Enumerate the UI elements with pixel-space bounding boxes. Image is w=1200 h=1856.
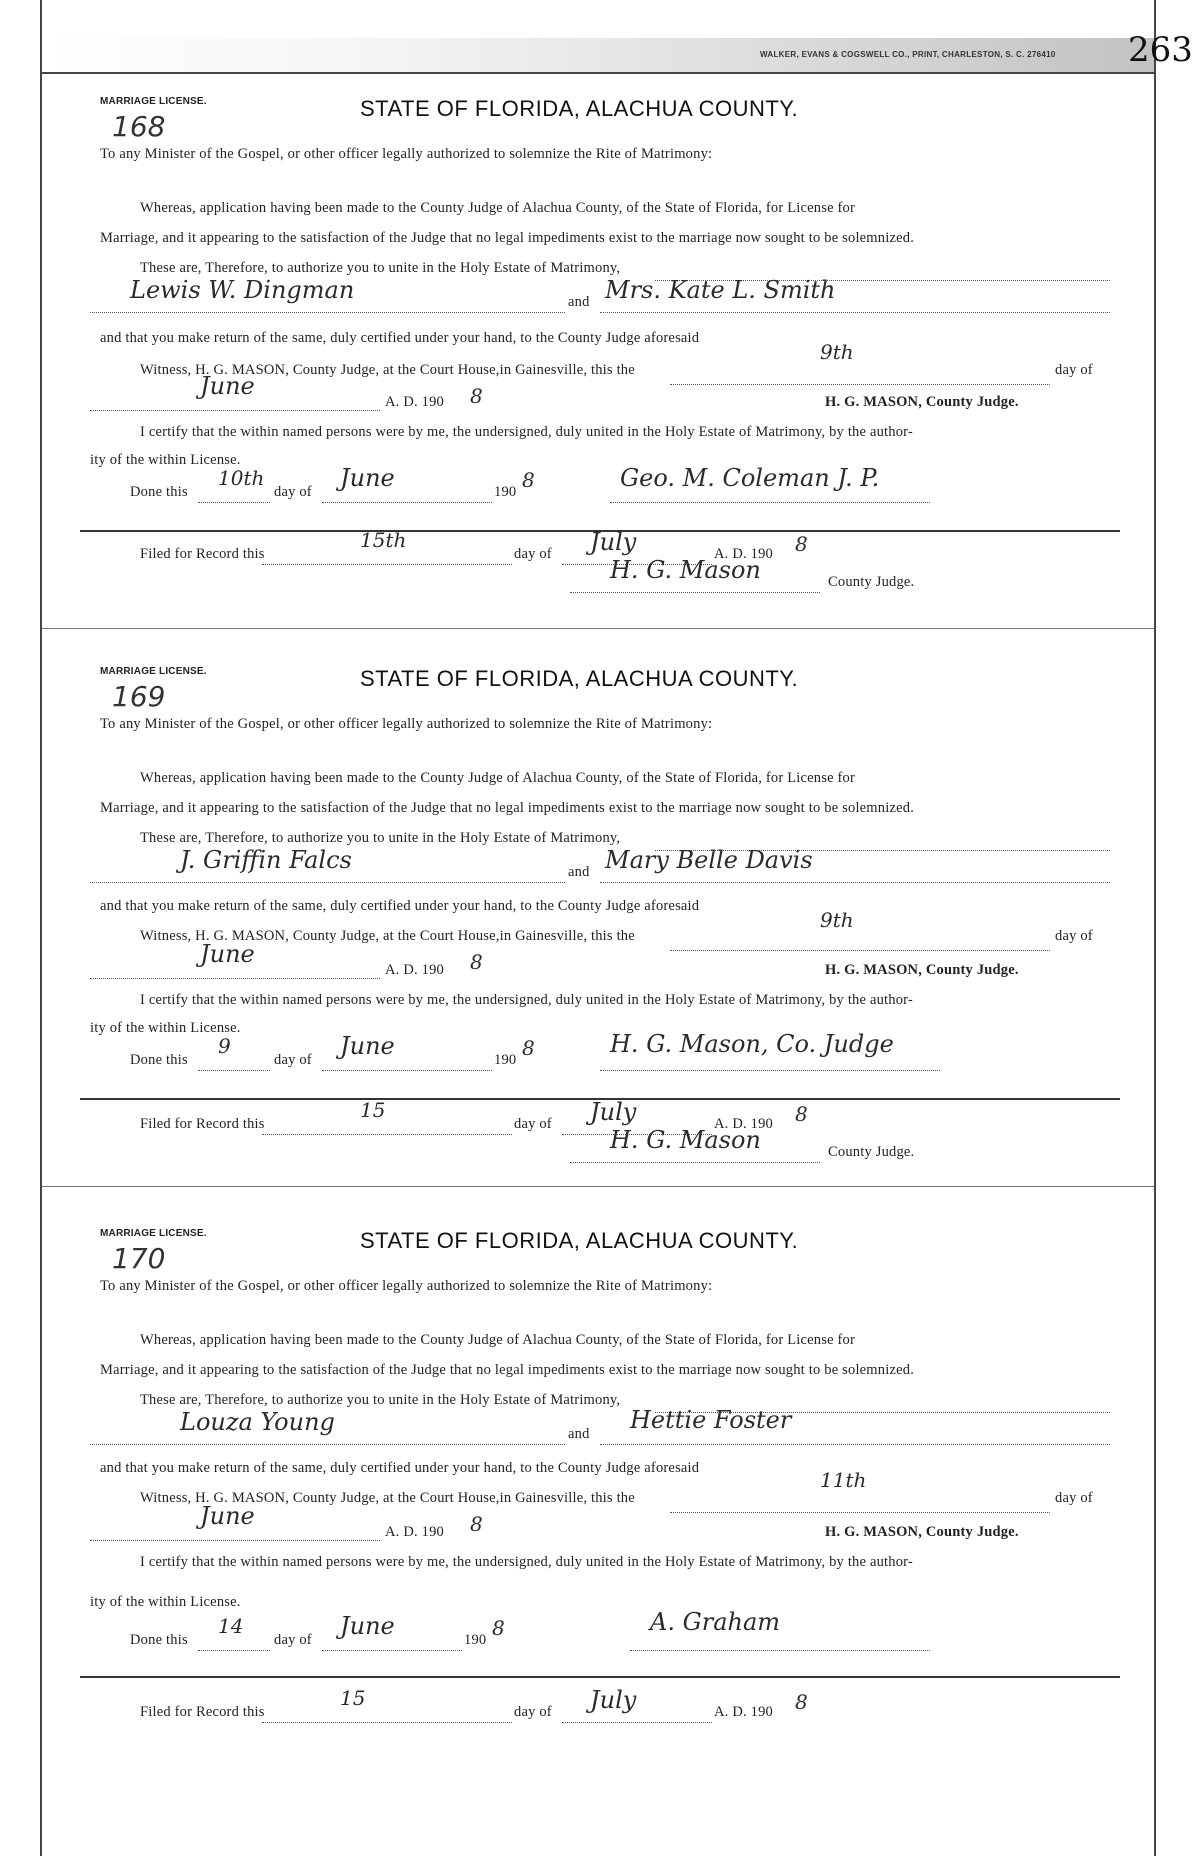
certify-line-2: ity of the within License.	[90, 452, 241, 468]
day-of-label: day of	[1055, 1490, 1093, 1506]
filed-year: 8	[795, 1102, 808, 1126]
whereas-line-2: Marriage, and it appearing to the satisfaction of the Judge that no legal impediments exist to the marriage now sought to be solemnized.	[100, 1362, 915, 1378]
groom-name: Lewis W. Dingman	[130, 276, 355, 304]
return-line: and that you make return of the same, duly certified under your hand, to the County Judge aforesaid	[100, 898, 700, 914]
filed-day: 15	[360, 1098, 386, 1122]
done-day: 10th	[218, 466, 265, 490]
filed-label: Filed for Record this	[140, 1116, 265, 1132]
ad-label: A. D. 190	[714, 1116, 773, 1132]
license-label: MARRIAGE LICENSE.	[100, 96, 207, 107]
done-day-fill	[198, 1048, 270, 1071]
done-month: June	[340, 464, 395, 492]
license-separator	[42, 628, 1154, 629]
county-judge-label: County Judge.	[828, 1144, 915, 1160]
address-line: To any Minister of the Gospel, or other officer legally authorized to solemnize the Rite of Matrimony:	[100, 146, 713, 162]
officiant-signature: A. Graham	[650, 1608, 781, 1636]
certify-line-2: ity of the within License.	[90, 1594, 241, 1610]
ad-label: A. D. 190	[385, 394, 444, 410]
license-label: MARRIAGE LICENSE.	[100, 666, 207, 677]
day-of-label: day of	[514, 1704, 552, 1720]
license-label: MARRIAGE LICENSE.	[100, 1228, 207, 1239]
witness-month: June	[200, 940, 255, 968]
day-of-label: day of	[514, 546, 552, 562]
done-this-label: Done this	[130, 1632, 188, 1648]
page-edge-left	[40, 0, 42, 1856]
filed-day-fill	[262, 1112, 512, 1135]
filed-day: 15	[340, 1686, 366, 1710]
filed-by-signature: H. G. Mason	[610, 556, 761, 584]
judge-signature: H. G. MASON, County Judge.	[825, 1524, 1019, 1540]
filed-year: 8	[795, 1690, 808, 1714]
certify-line-1: I certify that the within named persons were by me, the undersigned, duly united in the Holy Estate of Matrimony, by the author-	[140, 992, 913, 1008]
whereas-line-1: Whereas, application having been made to the County Judge of Alachua County, of the State of Florida, for License for	[140, 1332, 856, 1348]
certify-line-1: I certify that the within named persons were by me, the undersigned, duly united in the Holy Estate of Matrimony, by the author-	[140, 1554, 913, 1570]
officiant-fill	[610, 480, 930, 503]
witness-day: 11th	[820, 1468, 867, 1492]
witness-year: 8	[470, 1512, 483, 1536]
bride-name: Hettie Foster	[630, 1406, 792, 1434]
printer-imprint: WALKER, EVANS & COGSWELL CO., PRINT, CHARLESTON, S. C. 276410	[760, 50, 1056, 59]
groom-name: J. Griffin Falcs	[180, 846, 352, 874]
witness-day-fill	[670, 362, 1050, 385]
filed-month: July	[590, 1098, 637, 1126]
day-of-label: day of	[514, 1116, 552, 1132]
witness-day-fill	[670, 928, 1050, 951]
filed-month-fill	[562, 1700, 712, 1723]
ad-label: A. D. 190	[385, 962, 444, 978]
day-of-label: day of	[274, 484, 312, 500]
year-prefix: 190	[464, 1632, 487, 1648]
done-day: 9	[218, 1034, 231, 1058]
filed-month: July	[590, 528, 637, 556]
header-rule	[42, 72, 1154, 74]
officiant-fill	[630, 1628, 930, 1651]
and-label: and	[568, 864, 590, 880]
witness-year: 8	[470, 384, 483, 408]
whereas-line-1: Whereas, application having been made to the County Judge of Alachua County, of the State of Florida, for License for	[140, 200, 856, 216]
state-title: STATE OF FLORIDA, ALACHUA COUNTY.	[360, 96, 799, 121]
therefore-line: These are, Therefore, to authorize you to unite in the Holy Estate of Matrimony,	[140, 1392, 621, 1408]
ad-label: A. D. 190	[714, 1704, 773, 1720]
day-of-label: day of	[274, 1052, 312, 1068]
filed-month: July	[590, 1686, 637, 1714]
day-of-label: day of	[1055, 928, 1093, 944]
license-number: 169	[112, 680, 166, 713]
witness-line: Witness, H. G. MASON, County Judge, at the Court House,in Gainesville, this the	[140, 928, 635, 944]
filed-day-fill	[262, 1700, 512, 1723]
year-prefix: 190	[494, 484, 517, 500]
judge-signature: H. G. MASON, County Judge.	[825, 394, 1019, 410]
officiant-fill	[600, 1048, 940, 1071]
return-line: and that you make return of the same, duly certified under your hand, to the County Judge aforesaid	[100, 1460, 700, 1476]
day-of-label: day of	[1055, 362, 1093, 378]
license-number: 170	[112, 1242, 166, 1275]
witness-month: June	[200, 1502, 255, 1530]
section-rule	[80, 1676, 1120, 1678]
done-year: 8	[522, 1036, 535, 1060]
and-label: and	[568, 1426, 590, 1442]
license-separator	[42, 1186, 1154, 1187]
address-line: To any Minister of the Gospel, or other officer legally authorized to solemnize the Rite of Matrimony:	[100, 1278, 713, 1294]
done-this-label: Done this	[130, 484, 188, 500]
certify-line-1: I certify that the within named persons were by me, the undersigned, duly united in the Holy Estate of Matrimony, by the author-	[140, 424, 913, 440]
page-number: 263	[1128, 30, 1193, 70]
therefore-line: These are, Therefore, to authorize you to unite in the Holy Estate of Matrimony,	[140, 830, 621, 846]
witness-line: Witness, H. G. MASON, County Judge, at the Court House,in Gainesville, this the	[140, 1490, 635, 1506]
filed-day: 15th	[360, 528, 407, 552]
address-line: To any Minister of the Gospel, or other officer legally authorized to solemnize the Rite of Matrimony:	[100, 716, 713, 732]
witness-month: June	[200, 372, 255, 400]
witness-day-fill	[670, 1490, 1050, 1513]
and-label: and	[568, 294, 590, 310]
therefore-line: These are, Therefore, to authorize you to unite in the Holy Estate of Matrimony,	[140, 260, 621, 276]
filed-year: 8	[795, 532, 808, 556]
done-year: 8	[492, 1616, 505, 1640]
county-judge-label: County Judge.	[828, 574, 915, 590]
bride-name: Mrs. Kate L. Smith	[605, 276, 836, 304]
filed-label: Filed for Record this	[140, 1704, 265, 1720]
done-year: 8	[522, 468, 535, 492]
whereas-line-2: Marriage, and it appearing to the satisfaction of the Judge that no legal impediments exist to the marriage now sought to be solemnized.	[100, 230, 915, 246]
filed-label: Filed for Record this	[140, 546, 265, 562]
license-number: 168	[112, 110, 166, 143]
done-month: June	[340, 1612, 395, 1640]
officiant-signature: Geo. M. Coleman J. P.	[620, 464, 880, 492]
state-title: STATE OF FLORIDA, ALACHUA COUNTY.	[360, 666, 799, 691]
judge-signature: H. G. MASON, County Judge.	[825, 962, 1019, 978]
day-of-label: day of	[274, 1632, 312, 1648]
witness-day: 9th	[820, 908, 854, 932]
filed-by-signature: H. G. Mason	[610, 1126, 761, 1154]
groom-name: Louza Young	[180, 1408, 335, 1436]
done-day: 14	[218, 1614, 244, 1638]
officiant-signature: H. G. Mason, Co. Judge	[610, 1030, 894, 1058]
whereas-line-2: Marriage, and it appearing to the satisfaction of the Judge that no legal impediments exist to the marriage now sought to be solemnized.	[100, 800, 915, 816]
ad-label: A. D. 190	[714, 546, 773, 562]
page-edge-right	[1154, 0, 1156, 1856]
year-prefix: 190	[494, 1052, 517, 1068]
bride-name: Mary Belle Davis	[605, 846, 813, 874]
done-this-label: Done this	[130, 1052, 188, 1068]
witness-year: 8	[470, 950, 483, 974]
certify-line-2: ity of the within License.	[90, 1020, 241, 1036]
done-month: June	[340, 1032, 395, 1060]
witness-line: Witness, H. G. MASON, County Judge, at the Court House,in Gainesville, this the	[140, 362, 635, 378]
state-title: STATE OF FLORIDA, ALACHUA COUNTY.	[360, 1228, 799, 1253]
ad-label: A. D. 190	[385, 1524, 444, 1540]
whereas-line-1: Whereas, application having been made to the County Judge of Alachua County, of the State of Florida, for License for	[140, 770, 856, 786]
return-line: and that you make return of the same, duly certified under your hand, to the County Judge aforesaid	[100, 330, 700, 346]
witness-day: 9th	[820, 340, 854, 364]
